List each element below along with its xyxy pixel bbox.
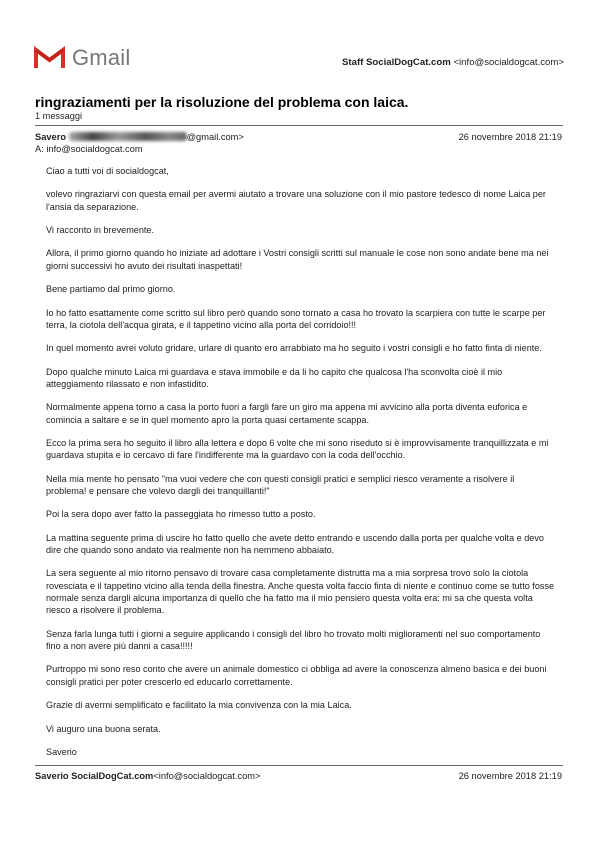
divider (35, 125, 563, 126)
message-to: A: info@socialdogcat.com (35, 144, 143, 154)
footer-date: 26 novembre 2018 21:19 (458, 771, 562, 781)
body-paragraph: Allora, il primo giorno quando ho iniziate ad adottare i Vostri consigli scritti sul manuale le cose non sono andate bene ma nei giorni successivi ho avuto dei risultati inaspettati! (46, 248, 549, 271)
footer-divider (35, 765, 563, 766)
gmail-m-icon (34, 46, 65, 70)
account-info (342, 57, 564, 68)
message-from (35, 132, 244, 142)
body-paragraph: Grazie di avermi semplificato e facilitato la mia convivenza con la mia Laica. (46, 700, 352, 711)
body-paragraph: La sera seguente al mio ritorno pensavo di trovare casa completamente distrutta ma a mia sorpresa trovo solo la ciotola rovesciata e il tappetino vicino alla tenda della finestra. Anche questa volta faccio finta di niente e continuo come se tutto fosse normale senza dargli alcuna importanza di quello che ha fatto ma il mio pensiero questa volta era: mi sa che questa volta riesco a risolvere il problema. (46, 568, 555, 616)
message-body (46, 165, 556, 769)
footer-email: <info@socialdogcat.com> (153, 771, 261, 781)
sender-email: @gmail.com> (186, 132, 244, 142)
sender-name: Savero (35, 132, 67, 142)
body-paragraph: In quel momento avrei voluto gridare, urlare di quanto ero arrabbiato ma ho seguito i vostri consigli e ho fatto finta di niente. (46, 343, 542, 354)
footer-from (35, 771, 260, 781)
body-paragraph: Vi auguro una buona serata. (46, 723, 161, 734)
gmail-logo (34, 44, 130, 72)
body-paragraph: Ciao a tutti voi di socialdogcat, (46, 166, 169, 176)
gmail-header (34, 44, 564, 72)
thread-subject: ringraziamenti per la risoluzione del problema con laica. (35, 94, 409, 110)
body-paragraph: Io ho fatto esattamente come scritto sul libro però quando sono tornato a casa ho trovato la scarpiera con tutte le scarpe per terra, la ciotola dell'acqua girata, e il tappetino vicino alla porta del corridoio!!! (46, 307, 546, 330)
footer-name: Saverio SocialDogCat.com (35, 771, 154, 781)
account-name: Staff SocialDogCat.com (342, 57, 451, 68)
body-paragraph: Vi racconto in brevemente. (46, 225, 155, 236)
body-paragraph: Purtroppo mi sono reso conto che avere un animale domestico ci obbliga ad avere la conoscenza almeno basica e dei buoni consigli pratici per poter crescerlo ed educarlo correttamente. (46, 664, 547, 687)
message-date: 26 novembre 2018 21:19 (458, 132, 562, 142)
body-paragraph: Poi la sera dopo aver fatto la passeggiata ho rimesso tutto a posto. (46, 509, 316, 520)
account-email: <info@socialdogcat.com> (453, 57, 564, 68)
body-paragraph: Saverio (46, 746, 77, 757)
redacted-email (69, 132, 187, 141)
message-count: 1 messaggi (35, 111, 82, 121)
body-paragraph: Bene partiamo dal primo giorno. (46, 284, 176, 295)
body-paragraph: Dopo qualche minuto Laica mi guardava e stava immobile e da li ho capito che qualcosa l'ha sconvolta cioè il mio atteggiamento rilassato e non infastidito. (46, 366, 503, 389)
body-paragraph: Ecco la prima sera ho seguito il libro alla lettera e dopo 6 volte che mi sono riseduto si è improvvisamente tranquillizzata e mi guardava stupita e io cercavo di fare l'indifferente ma la guardavo con la coda dell'occhio. (46, 438, 549, 461)
body-paragraph: Senza farla lunga tutti i giorni a seguire applicando i consigli del libro ho trovato molti miglioramenti nel suo comportamento fino a non avere più danni a casa!!!!! (46, 628, 541, 652)
body-paragraph: volevo ringraziarvi con questa email per avermi aiutato a trovare una soluzione con il mio pastore tedesco di nome Laica per l'ansia da separazione. (46, 189, 546, 212)
body-paragraph: Nella mia mente ho pensato "ma vuoi vedere che con questi consigli pratici e semplici riesco veramente a risolvere il problema! e pensare che volevo dargli dei tranquillanti!" (46, 473, 515, 496)
body-paragraph: La mattina seguente prima di uscire ho fatto quello che avete detto entrando e uscendo dalla porta per qualche volta e devo dire che quando sono andato via realmente non ha nemmeno abbaiato. (46, 532, 544, 556)
body-paragraph: Normalmente appena torno a casa la porto fuori a fargli fare un giro ma appena mi avvicino alla porta diventa euforica e comincia a saltare e se in quel momento apro la porta quasi certamente scappa. (46, 402, 528, 425)
gmail-wordmark: Gmail (72, 45, 131, 70)
